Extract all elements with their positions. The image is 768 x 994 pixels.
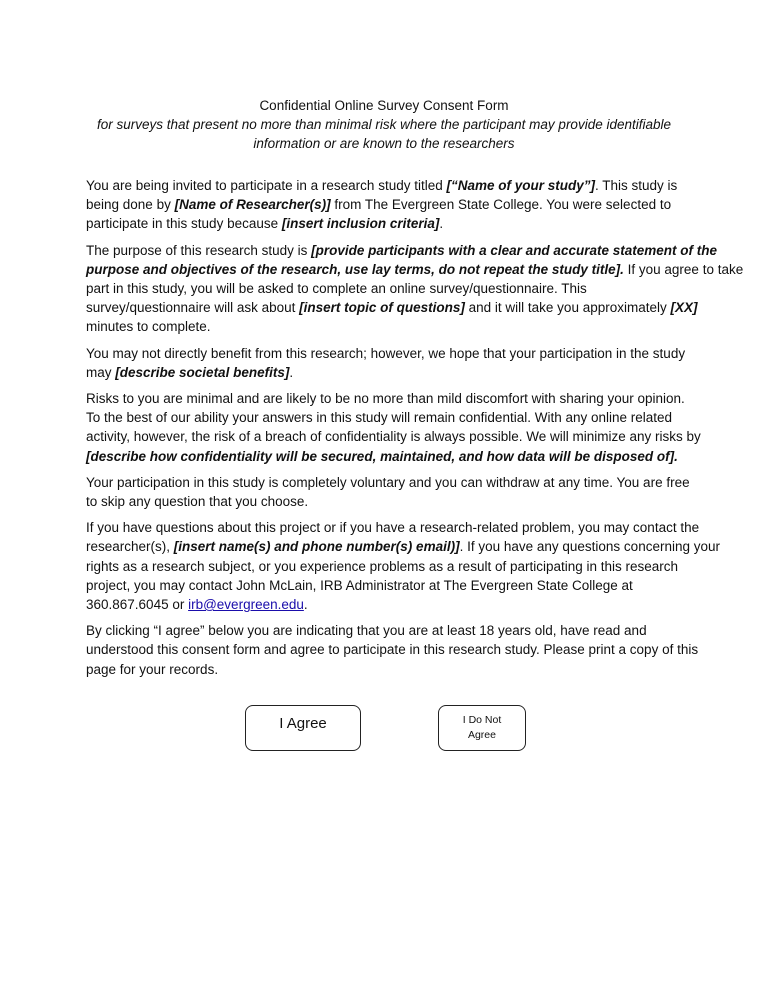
- text-segment: minutes to complete.: [86, 319, 211, 335]
- text-line: [86, 447, 706, 466]
- text-segment: understood this consent form and agree to participate in this research study. Please print a copy of this: [86, 642, 699, 658]
- text-line: [86, 344, 706, 363]
- text-segment: Risks to you are minimal and are likely to be no more than mild discomfort with sharing your opinion.: [86, 391, 685, 407]
- paragraph: [86, 518, 720, 614]
- text-segment: rights as a research subject, or you experience problems as a result of participating in this research: [86, 558, 679, 574]
- paragraph: [86, 344, 706, 382]
- text-segment: and it will take you approximately: [464, 300, 671, 316]
- paragraph: [86, 241, 744, 337]
- text-segment: By clicking “I agree” below you are indicating that you are at least 18 years old, have read and: [86, 623, 647, 639]
- subtitle-line: information or are known to the researchers: [253, 136, 515, 151]
- paragraph: [86, 473, 706, 511]
- placeholder-text: [Name of Researcher(s)]: [174, 197, 331, 213]
- text-segment: to skip any question that you choose.: [86, 494, 309, 510]
- paragraph: [86, 389, 706, 466]
- text-segment: The purpose of this research study is: [86, 242, 312, 258]
- text-segment: . If you have any questions concerning your: [459, 539, 720, 555]
- text-segment: If you agree to take: [623, 261, 744, 277]
- text-segment: .: [289, 364, 294, 380]
- text-segment: 360.867.6045 or: [86, 597, 189, 613]
- text-segment: To the best of our ability your answers in this study will remain confidential. With any online related: [86, 410, 673, 426]
- placeholder-text: [provide participants with a clear and accurate statement of the: [311, 242, 717, 258]
- text-line: [86, 557, 706, 576]
- text-line: [86, 427, 706, 446]
- text-segment: page for your records.: [86, 661, 219, 677]
- text-line: [86, 660, 706, 679]
- placeholder-text: [insert inclusion criteria]: [281, 216, 440, 232]
- disagree-label-line: Agree: [467, 729, 496, 741]
- disagree-label: [463, 713, 502, 743]
- text-line: [86, 260, 744, 279]
- text-line: [86, 298, 706, 317]
- text-line: [86, 176, 706, 195]
- paragraph: [86, 176, 706, 234]
- disagree-label-line: I Do Not: [462, 714, 502, 726]
- text-segment: survey/questionnaire will ask about: [86, 300, 300, 316]
- text-line: [86, 241, 717, 260]
- placeholder-text: purpose and objectives of the research, use lay terms, do not repeat the study title].: [86, 261, 624, 277]
- text-line: [86, 408, 706, 427]
- form-subtitle: [0, 115, 768, 153]
- text-line: [86, 473, 706, 492]
- text-line: [86, 576, 706, 595]
- text-line: [86, 537, 720, 556]
- text-segment: activity, however, the risk of a breach of confidentiality is always possible. We will minimize any risks by: [86, 429, 701, 445]
- text-segment: from The Evergreen State College. You were selected to: [330, 197, 672, 213]
- text-line: [86, 214, 706, 233]
- placeholder-text: [describe how confidentiality will be secured, maintained, and how data will be disposed of].: [86, 448, 678, 464]
- form-title: Confidential Online Survey Consent Form: [259, 98, 509, 113]
- text-segment: project, you may contact John McLain, IRB Administrator at The Evergreen State College at: [86, 577, 633, 593]
- text-line: [86, 195, 706, 214]
- subtitle-line: for surveys that present no more than minimal risk where the participant may provide identifiable: [96, 117, 672, 132]
- placeholder-text: [describe societal benefits]: [115, 364, 290, 380]
- irb-email-link[interactable]: irb@evergreen.edu: [188, 597, 304, 613]
- paragraph: [86, 621, 706, 679]
- text-line: [86, 492, 706, 511]
- text-line: [86, 317, 706, 336]
- text-line: [86, 279, 706, 298]
- i-agree-button[interactable]: [245, 705, 361, 751]
- i-do-not-agree-button[interactable]: [438, 705, 526, 751]
- text-line: [86, 518, 706, 537]
- text-segment: may: [86, 364, 116, 380]
- text-segment: researcher(s),: [86, 539, 174, 555]
- text-segment: .: [439, 216, 444, 232]
- placeholder-text: [“Name of your study”]: [446, 178, 595, 193]
- text-line: [86, 595, 706, 614]
- text-segment: .: [303, 597, 308, 613]
- text-segment: part in this study, you will be asked to complete an online survey/questionnaire. This: [86, 281, 587, 297]
- text-line: [86, 621, 706, 640]
- text-line: [86, 640, 706, 659]
- placeholder-text: [insert name(s) and phone number(s) email)]: [173, 539, 460, 555]
- text-segment: . This study is: [595, 178, 678, 193]
- text-line: [86, 363, 706, 382]
- form-body: [86, 176, 744, 686]
- text-segment: Your participation in this study is completely voluntary and you can withdraw at any time. You are free: [86, 474, 690, 490]
- text-segment: If you have questions about this project or if you have a research-related problem, you may contact the: [86, 520, 700, 536]
- text-segment: You may not directly benefit from this research; however, we hope that your participation in the study: [86, 345, 686, 361]
- text-segment: You are being invited to participate in a research study titled: [86, 178, 447, 193]
- placeholder-text: [XX]: [670, 300, 698, 316]
- text-line: [86, 389, 706, 408]
- placeholder-text: [insert topic of questions]: [299, 300, 465, 316]
- i-agree-label: I Agree: [279, 715, 327, 732]
- text-segment: being done by: [86, 197, 175, 213]
- text-segment: participate in this study because: [86, 216, 282, 232]
